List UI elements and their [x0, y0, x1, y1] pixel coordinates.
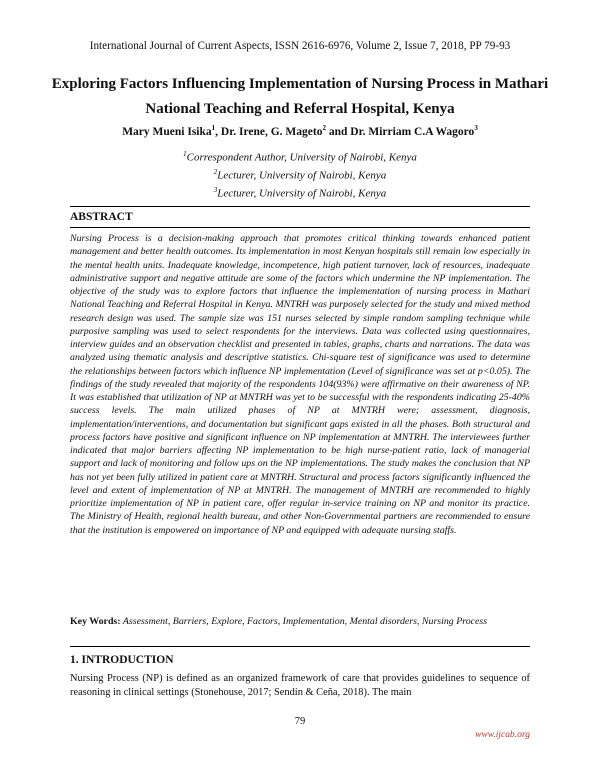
- affiliation-2-text: Lecturer, University of Nairobi, Kenya: [217, 169, 387, 182]
- author-3: and Dr. Mirriam C.A Wagoro: [325, 125, 475, 138]
- affiliation-3-text: Lecturer, University of Nairobi, Kenya: [217, 187, 387, 200]
- author-2: , Dr. Irene, G. Mageto: [215, 125, 323, 138]
- affiliation-1-text: Correspondent Author, University of Nairobi, Kenya: [186, 151, 417, 164]
- introduction-text: Nursing Process (NP) is defined as an organized framework of care that provides guidelines to sequence of reasoning in clinical settings (Stonehouse, 2017; Sendín & Ceña, 2018). The main: [70, 673, 530, 698]
- divider-bottom: [70, 646, 530, 647]
- journal-website-link[interactable]: www.ijcab.org: [475, 730, 530, 740]
- keywords-text: Assessment, Barriers, Explore, Factors, Implementation, Mental disorders, Nursing Process: [120, 616, 488, 627]
- author-list: [0, 124, 600, 138]
- affiliation-3: [0, 186, 600, 200]
- affiliation-1: [0, 150, 600, 164]
- author-1-sup: 1: [211, 124, 216, 132]
- paper-title: [48, 72, 552, 122]
- keywords: [70, 616, 530, 629]
- author-3-sup: 3: [474, 124, 478, 132]
- author-2-sup: 2: [322, 124, 326, 132]
- abstract-heading: ABSTRACT: [70, 211, 133, 223]
- affiliation-2: [0, 168, 600, 182]
- divider-abstract: [70, 227, 530, 228]
- author-1: Mary Mueni Isika: [122, 125, 212, 138]
- affiliation-3-sup: 3: [213, 186, 218, 194]
- keywords-label: Key Words:: [70, 616, 121, 627]
- abstract-text: Nursing Process is a decision-making approach that promotes critical thinking towards enhanced patient management and better health outcomes. Its implementation in most Kenyan hospitals still remain low especially in the mental health units. Inadequate knowledge, incompetence, high patient turnover, lack of resources, inadequate administrative support and negative attitude are some of the factors which undermine the NP implementation. The objective of the study was to explore factors that influence the implementation of nursing process in Mathari National Teaching and Referral Hospital in Kenya. MNTRH was purposely selected for the study and mixed method research design was used. The sample size was 151 nurses selected by simple random sampling technique while purposive sampling was used to select respondents for the interviews. Data was collected using questionnaires, interview guides and an observation checklist and presented in tables, graphs, charts and narrations. The data was analyzed using thematic analysis and descriptive statistics. Chi-square test of significance was used to determine the relationships between factors which influence NP implementation (Level of significance was set at p<0.05). The findings of the study revealed that majority of the respondents 104(93%) were affirmative on their awareness of NP. It was established that utilization of NP at MNTRH was yet to be successful with the respondents indicating 25-40% success levels. The main utilized phases of NP at MNTRH were; assessment, diagnosis, implementation/interventions, and documentation but significant gaps existed in all the phases. Both structural and process factors have positive and significant influence on NP implementation at MNTRH. The interviewees further indicated that major barriers affecting NP implementation to be high nurse-patient ratio, lack of managerial support and lack of monitoring and follow ups on the NP implementations. The study makes the conclusion that NP has not yet been fully utilized in patient care at MNTRH. Structural and process factors significantly influenced the level and extent of implementation of NP at MNTRH. The management of MNTRH are recommended to highly prioritize implementation of NP in patient care, offer regular in-service training on NP and monitor its practice. The Ministry of Health, regional health bureau, and other Non-Governmental partners are recommended to ensure that the institution is empowered on importance of NP and equipped with adequate nursing staffs.: [70, 233, 530, 536]
- affiliation-2-sup: 2: [213, 168, 218, 176]
- page-number: 79: [294, 716, 306, 727]
- title-line-1: Exploring Factors Influencing Implementation of Nursing Process in Mathari: [51, 76, 549, 92]
- affiliation-1-sup: 1: [183, 150, 187, 158]
- title-line-2: National Teaching and Referral Hospital, Kenya: [145, 101, 455, 117]
- divider-top: [70, 206, 530, 207]
- section-heading-introduction: 1. INTRODUCTION: [70, 654, 174, 666]
- journal-header: International Journal of Current Aspects, ISSN 2616-6976, Volume 2, Issue 7, 2018, PP 79-93: [89, 40, 511, 52]
